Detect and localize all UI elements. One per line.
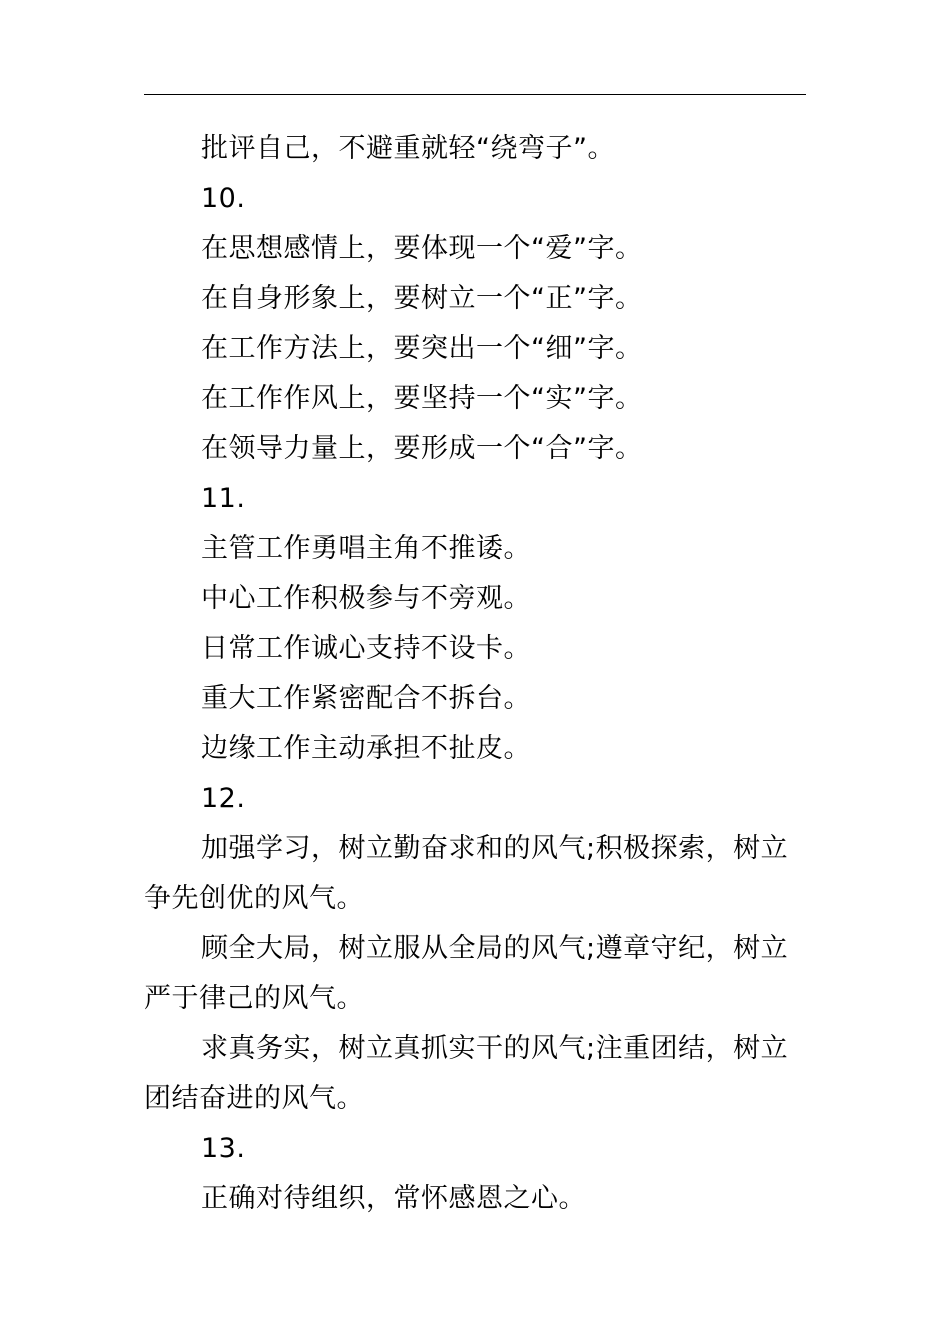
header-rule — [144, 94, 806, 95]
paragraph: 在领导力量上，要形成一个“合”字。 — [201, 433, 643, 464]
paragraph: 顾全大局，树立服从全局的风气;遵章守纪，树立严于律己的风气。 — [144, 933, 789, 1014]
paragraph: 加强学习，树立勤奋求和的风气;积极探索，树立争先创优的风气。 — [144, 833, 789, 914]
document-body — [144, 124, 806, 1224]
paragraph: 日常工作诚心支持不设卡。 — [201, 633, 531, 664]
section-number: 13. — [201, 1133, 246, 1164]
paragraph: 批评自己，不避重就轻“绕弯子”。 — [201, 133, 615, 164]
paragraph: 在思想感情上，要体现一个“爱”字。 — [201, 233, 643, 264]
section-number: 10. — [201, 183, 246, 214]
paragraph: 求真务实，树立真抓实干的风气;注重团结，树立团结奋进的风气。 — [144, 1033, 789, 1114]
section-number: 11. — [201, 483, 246, 514]
section-number: 12. — [201, 783, 246, 814]
paragraph: 在自身形象上，要树立一个“正”字。 — [201, 283, 643, 314]
paragraph: 中心工作积极参与不旁观。 — [201, 583, 531, 614]
paragraph: 重大工作紧密配合不拆台。 — [201, 683, 531, 714]
paragraph: 在工作作风上，要坚持一个“实”字。 — [201, 383, 643, 414]
paragraph: 在工作方法上，要突出一个“细”字。 — [201, 333, 643, 364]
paragraph: 边缘工作主动承担不扯皮。 — [201, 733, 531, 764]
paragraph: 主管工作勇唱主角不推诿。 — [201, 533, 531, 564]
paragraph: 正确对待组织，常怀感恩之心。 — [201, 1183, 586, 1214]
